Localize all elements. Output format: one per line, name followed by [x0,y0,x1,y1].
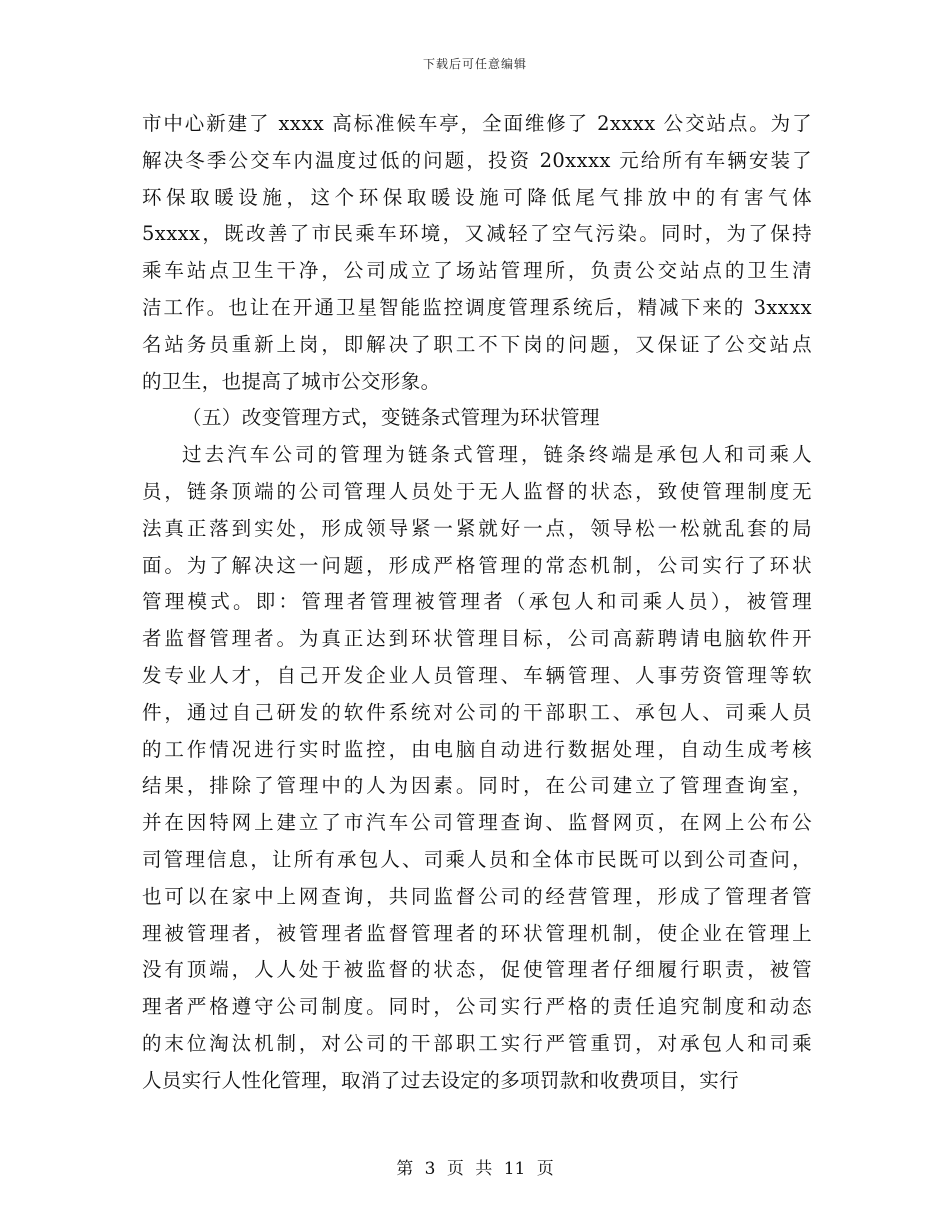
text-line: 件，通过自己研发的软件系统对公司的干部职工、承包人、司乘人员 [142,700,812,724]
text-line: 解决冬季公交车内温度过低的问题，投资 20xxxx 元给所有车辆安装了 [142,148,812,172]
text-line: 员，链条顶端的公司管理人员处于无人监督的状态，致使管理制度无 [142,479,812,503]
text-line: 者监督管理者。为真正达到环状管理目标，公司高薪聘请电脑软件开 [142,627,812,651]
text-line: 司管理信息，让所有承包人、司乘人员和全体市民既可以到公司查问， [142,847,812,871]
text-line: 环保取暖设施，这个环保取暖设施可降低尾气排放中的有害气体 [142,185,812,209]
text-line: 的卫生，也提高了城市公交形象。 [142,369,441,393]
text-line: 管理模式。即：管理者管理被管理者（承包人和司乘人员），被管理 [142,590,812,614]
page-header: 下载后可任意编辑 [422,57,527,71]
text-line: 5xxxx，既改善了市民乘车环境，又减轻了空气污染。同时，为了保持 [142,222,812,246]
text-line: 人员实行人性化管理，取消了过去设定的多项罚款和收费项目，实行 [142,1068,740,1092]
text-line: 结果，排除了管理中的人为因素。同时，在公司建立了管理查询室， [142,774,812,798]
text-line: 理者严格遵守公司制度。同时，公司实行严格的责任追究制度和动态 [142,995,812,1019]
document-body [142,106,812,1100]
text-line: 面。为了解决这一问题，形成严格管理的常态机制，公司实行了环状 [142,553,812,577]
paragraph [142,106,812,400]
text-line: 也可以在家中上网查询，共同监督公司的经营管理，形成了管理者管 [142,884,812,908]
text-line: 的工作情况进行实时监控，由电脑自动进行数据处理，自动生成考核 [142,737,812,761]
text-line: 市中心新建了 xxxx 高标准候车亭，全面维修了 2xxxx 公交站点。为了 [142,112,812,135]
text-line: 发专业人才，自己开发企业人员管理、车辆管理、人事劳资管理等软 [142,663,812,687]
text-line: （五）改变管理方式，变链条式管理为环状管理 [182,406,600,430]
page-number-footer: 第 3 页 共 11 页 [396,1159,554,1179]
text-line: 理被管理者，被管理者监督管理者的环状管理机制，使企业在管理上 [142,921,812,945]
text-line: 洁工作。也让在开通卫星智能监控调度管理系统后，精减下来的 3xxxx [142,295,812,319]
text-line: 并在因特网上建立了市汽车公司管理查询、监督网页，在网上公布公 [142,811,812,835]
text-line: 没有顶端，人人处于被监督的状态，促使管理者仔细履行职责，被管 [142,958,812,982]
text-line: 乘车站点卫生干净，公司成立了场站管理所，负责公交站点的卫生清 [142,259,812,283]
text-line: 过去汽车公司的管理为链条式管理，链条终端是承包人和司乘人 [182,443,812,467]
text-line: 法真正落到实处，形成领导紧一紧就好一点，领导松一松就乱套的局 [142,516,812,540]
paragraph [142,437,812,1099]
text-line: 名站务员重新上岗，即解决了职工不下岗的问题，又保证了公交站点 [142,332,812,356]
paragraph [142,400,812,437]
text-line: 的末位淘汰机制，对公司的干部职工实行严管重罚，对承包人和司乘 [142,1031,812,1055]
